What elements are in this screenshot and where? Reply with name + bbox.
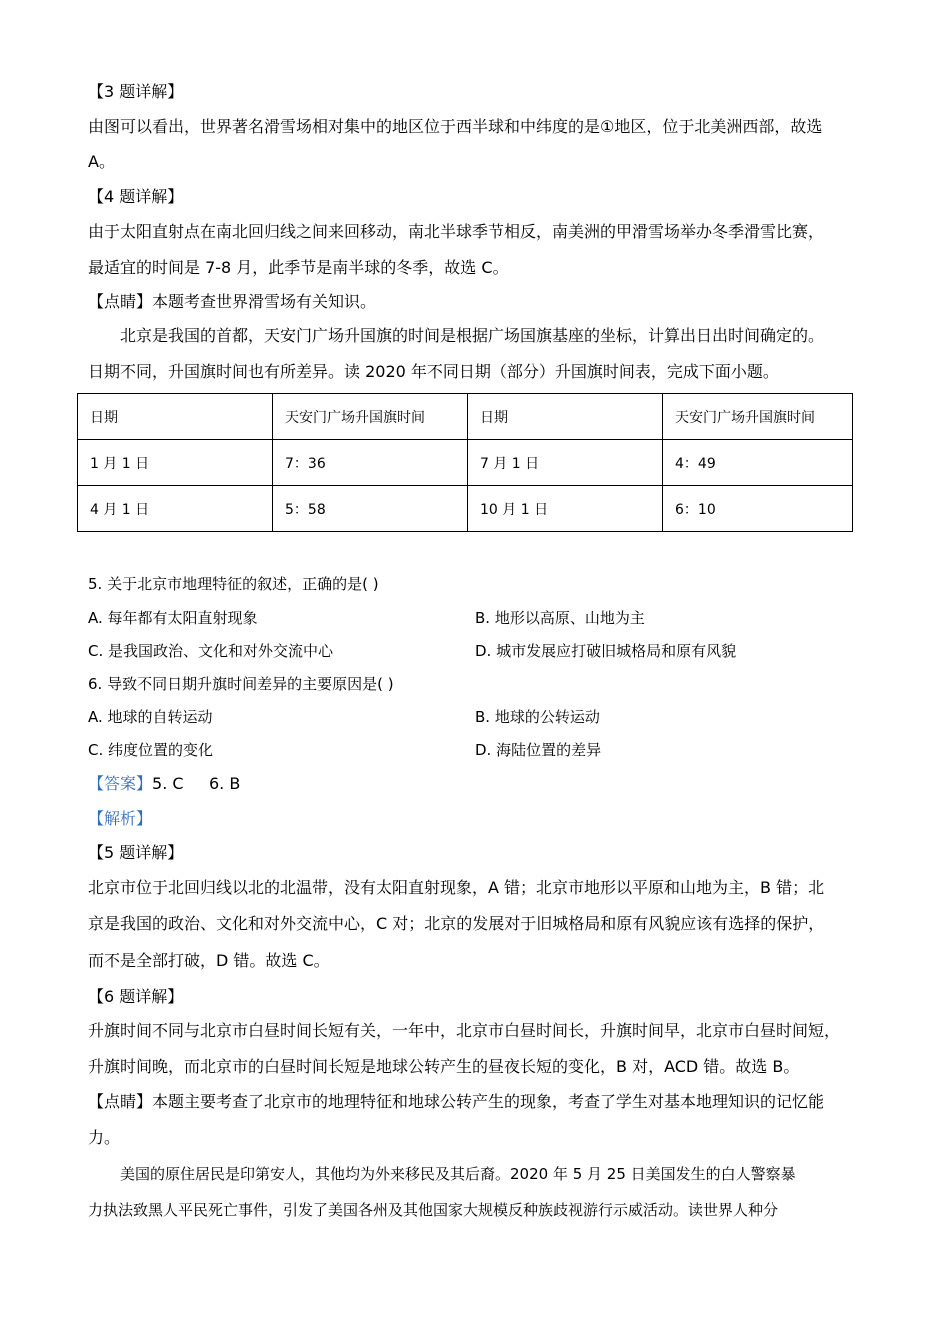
q6-option-d: D. 海陆位置的差异 <box>475 741 602 759</box>
table-row <box>78 486 853 532</box>
table-cell: 4 月 1 日 <box>78 486 273 532</box>
table-cell: 1 月 1 日 <box>78 440 273 486</box>
q3-text-line2: A。 <box>88 152 115 171</box>
intro-line1: 北京是我国的首都，天安门广场升国旗的时间是根据广场国旗基座的坐标，计算出日出时间确定的。 <box>120 326 825 345</box>
q5-option-a: A. 每年都有太阳直射现象 <box>88 609 258 627</box>
q6-option-b: B. 地球的公转运动 <box>475 708 600 726</box>
table-cell: 4：49 <box>663 440 853 486</box>
q5-option-d: D. 城市发展应打破旧城格局和原有风貌 <box>475 642 737 660</box>
closing-line1: 美国的原住居民是印第安人，其他均为外来移民及其后裔。2020 年 5 月 25 日美国发生的白人警察暴 <box>120 1165 796 1183</box>
q5-detail-line2: 京是我国的政治、文化和对外交流中心，C 对；北京的发展对于旧城格局和原有风貌应该有选择的保护， <box>88 914 825 933</box>
table-header-row <box>78 394 853 440</box>
q5-option-c: C. 是我国政治、文化和对外交流中心 <box>88 642 334 660</box>
table-row <box>78 440 853 486</box>
q4-heading: 【4 题详解】 <box>88 187 184 206</box>
table-cell: 6：10 <box>663 486 853 532</box>
dianjing-1: 【点睛】本题考查世界滑雪场有关知识。 <box>88 292 377 311</box>
intro-line2: 日期不同，升国旗时间也有所差异。读 2020 年不同日期（部分）升国旗时间表，完成下面小题。 <box>88 362 779 381</box>
table-cell: 7 月 1 日 <box>468 440 663 486</box>
dianjing-2-line2: 力。 <box>88 1128 121 1147</box>
q3-text-line1: 由图可以看出，世界著名滑雪场相对集中的地区位于西半球和中纬度的是①地区，位于北美洲西部，故选 <box>88 117 823 136</box>
table-header-cell: 日期 <box>468 394 663 440</box>
answer-text: 5. C 6. B <box>152 774 241 793</box>
answer-line <box>88 774 240 794</box>
table-cell: 5：58 <box>273 486 468 532</box>
answer-label: 【答案】 <box>88 774 153 793</box>
q6-option-a: A. 地球的自转运动 <box>88 708 213 726</box>
q6-option-c: C. 纬度位置的变化 <box>88 741 214 759</box>
q4-text-line2: 最适宜的时间是 7-8 月，此季节是南半球的冬季，故选 C。 <box>88 258 509 277</box>
table-cell: 10 月 1 日 <box>468 486 663 532</box>
dianjing-2-line1: 【点睛】本题主要考查了北京市的地理特征和地球公转产生的现象，考查了学生对基本地理知识的记忆能 <box>88 1092 825 1111</box>
table-header-cell: 天安门广场升国旗时间 <box>273 394 468 440</box>
q6-detail-line1: 升旗时间不同与北京市白昼时间长短有关，一年中，北京市白昼时间长，升旗时间早，北京市白昼时间短， <box>88 1021 841 1040</box>
flag-raising-table <box>77 393 853 532</box>
table-header-cell: 日期 <box>78 394 273 440</box>
q5-detail-line3: 而不是全部打破，D 错。故选 C。 <box>88 951 330 970</box>
q6-detail-line2: 升旗时间晚，而北京市的白昼时间长短是地球公转产生的昼夜长短的变化，B 对，ACD 错。故选 B。 <box>88 1057 800 1076</box>
q6-stem: 6. 导致不同日期升旗时间差异的主要原因是( ) <box>88 675 394 693</box>
q4-text-line1: 由于太阳直射点在南北回归线之间来回移动，南北半球季节相反，南美洲的甲滑雪场举办冬季滑雪比赛， <box>88 222 825 241</box>
table-cell: 7：36 <box>273 440 468 486</box>
table-header-cell: 天安门广场升国旗时间 <box>663 394 853 440</box>
q3-heading: 【3 题详解】 <box>88 82 184 101</box>
q5-stem: 5. 关于北京市地理特征的叙述，正确的是( ) <box>88 575 379 593</box>
q6-detail-heading: 【6 题详解】 <box>88 987 184 1006</box>
q5-option-b: B. 地形以高原、山地为主 <box>475 609 645 627</box>
closing-line2: 力执法致黑人平民死亡事件，引发了美国各州及其他国家大规模反种族歧视游行示威活动。读世界人种分 <box>88 1201 779 1219</box>
q5-detail-heading: 【5 题详解】 <box>88 843 184 862</box>
q5-detail-line1: 北京市位于北回归线以北的北温带，没有太阳直射现象，A 错；北京市地形以平原和山地为主，B 错；北 <box>88 878 825 897</box>
analysis-label: 【解析】 <box>88 809 153 828</box>
